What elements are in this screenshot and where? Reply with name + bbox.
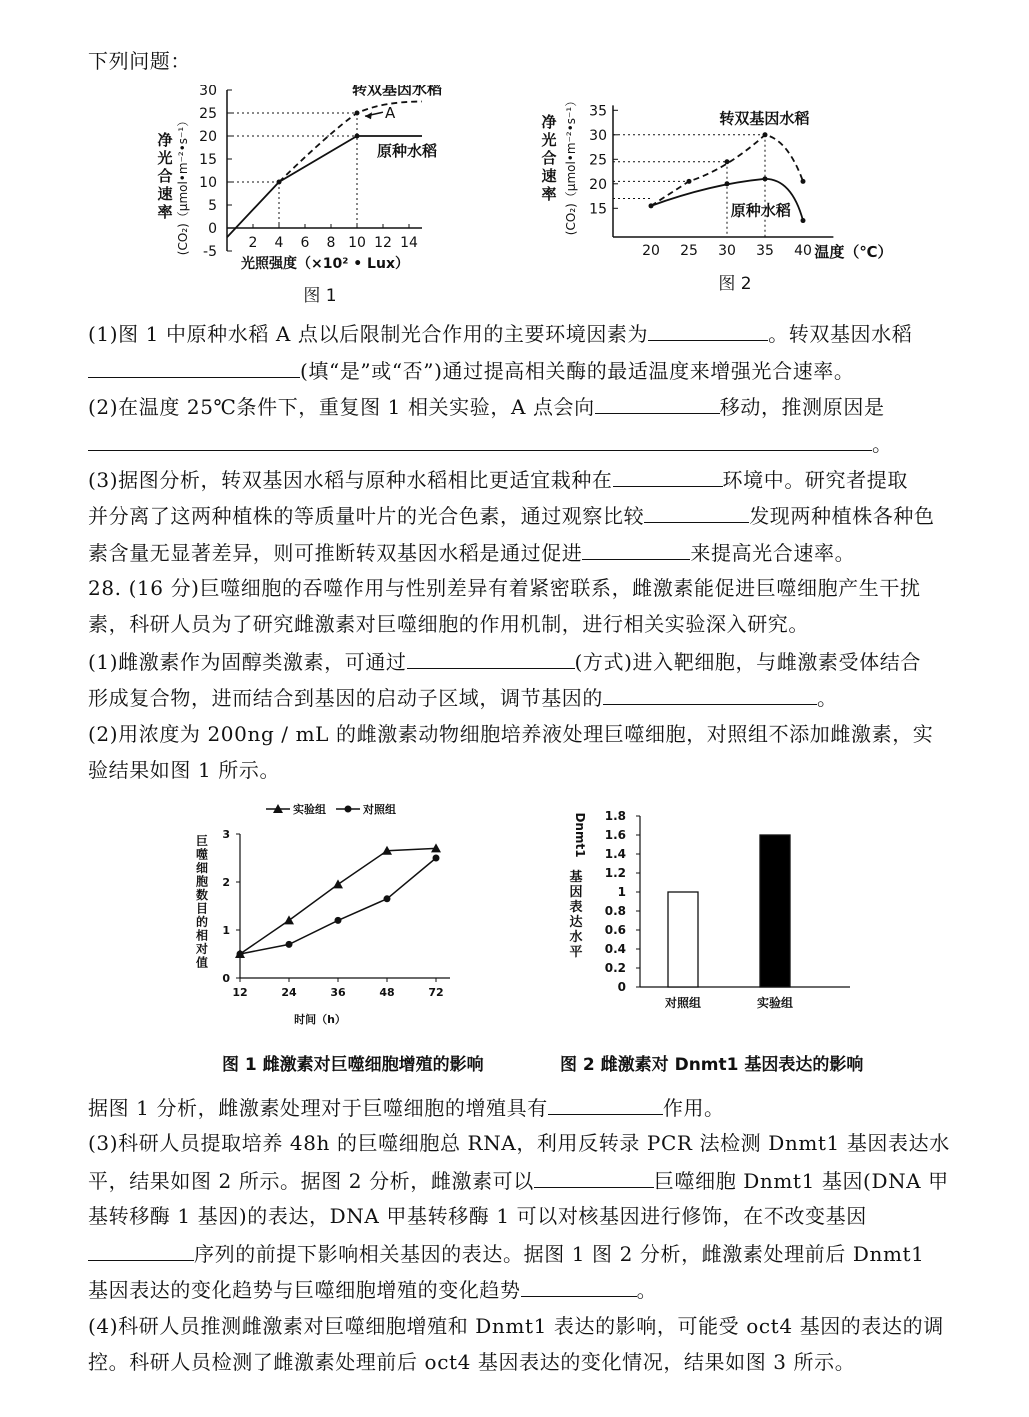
x-tick-label: 24 — [281, 986, 297, 999]
text-span: (2)在温度 25℃条件下，重复图 1 相关实验，A 点会向 — [88, 395, 595, 419]
y-axis-label: 数 — [195, 888, 209, 902]
answer-blank[interactable] — [644, 502, 749, 523]
y-axis-label: 率 — [157, 203, 173, 221]
text-span: 序列的前提下影响相关基因的表达。据图 1 图 2 分析，雌激素处理前后 Dnmt1 — [194, 1242, 925, 1266]
q28-3-line-2 — [88, 1167, 949, 1194]
y-tick-label: 20 — [199, 129, 217, 145]
y-axis-label: 达 — [569, 915, 583, 930]
x-tick-label: 10 — [348, 235, 366, 251]
text-span: (1)图 1 中原种水稻 A 点以后限制光合作用的主要环境因素为 — [88, 322, 649, 346]
series-original-label: 原种水稻 — [377, 142, 438, 160]
control-marker — [286, 941, 293, 948]
data-point — [763, 176, 768, 181]
bottom-figure-2-caption: 图 2 雌激素对 Dnmt1 基因表达的影响 — [560, 1055, 864, 1075]
intro-text: 下列问题： — [88, 49, 191, 73]
x-axis-label: 光照强度（×10² • Lux） — [241, 256, 409, 272]
text-span: (填“是”或“否”)通过提高相关酶的最适温度来增强光合速率。 — [300, 359, 855, 383]
text-span: 素含量无显著差异，则可推断转双基因水稻是通过促进 — [88, 541, 583, 565]
x-tick-label: 6 — [300, 235, 310, 251]
dnmt1-bar-chart — [560, 805, 860, 1025]
q28-4-line-2 — [88, 1349, 855, 1375]
legend-ctrl-marker — [345, 806, 352, 813]
y-axis-label: 合 — [541, 149, 557, 167]
x-tick-label: 40 — [794, 243, 812, 259]
data-point — [355, 111, 360, 116]
y-axis-label: 率 — [541, 185, 557, 203]
y-axis-label: 速 — [157, 185, 173, 203]
y-tick-label: 0 — [208, 221, 217, 237]
y-tick-label: 25 — [199, 106, 217, 122]
answer-blank[interactable] — [534, 1167, 654, 1188]
q3-line-1 — [88, 466, 908, 493]
q2-line-2 — [88, 430, 893, 457]
x-tick-label: 48 — [379, 986, 395, 999]
y-tick-label: 10 — [199, 175, 217, 191]
y-tick-label: 0.6 — [604, 923, 626, 937]
x-tick-label: 36 — [330, 986, 346, 999]
text-span: 基转移酶 1 基因)的表达，DNA 甲基转移酶 1 可以对核基因进行修饰，在不改变基因 — [88, 1204, 867, 1228]
x-axis-label: 温度（℃） — [814, 243, 893, 261]
y-axis-label: 巨 — [195, 834, 209, 848]
y-axis-unit: (CO₂)（μmol•m⁻²•s⁻¹） — [564, 95, 578, 236]
answer-blank[interactable] — [582, 539, 690, 560]
data-point — [725, 159, 730, 164]
y-tick-label: -5 — [203, 244, 217, 260]
control-marker — [433, 855, 440, 862]
y-tick-label: 0 — [617, 980, 626, 994]
q2-line-1 — [88, 393, 885, 420]
y-tick-label: 1.4 — [604, 847, 626, 861]
y-axis-label-latin: Dnmt1 — [573, 812, 587, 858]
q28-line-1 — [88, 575, 921, 601]
x-tick-label: 14 — [400, 235, 418, 251]
answer-blank[interactable] — [407, 648, 575, 669]
data-point — [277, 180, 282, 185]
y-axis-label: 的 — [195, 915, 209, 929]
bar-control — [668, 892, 698, 987]
q28-2-line-1 — [88, 721, 933, 747]
y-axis-label: 光 — [157, 149, 173, 167]
q28-3-line-1 — [88, 1130, 950, 1156]
text-span: 素，科研人员为了研究雌激素对巨噬细胞的作用机制，进行相关实验深入研究。 — [88, 612, 809, 636]
top-figure-1 — [145, 85, 485, 310]
text-span: (方式)进入靶细胞，与雌激素受体结合 — [574, 650, 921, 674]
q28-2-line-3 — [88, 1094, 725, 1121]
text-span: 控。科研人员检测了雌激素处理前后 oct4 基因表达的变化情况，结果如图 3 所示。 — [88, 1350, 856, 1374]
q28-3-line-4 — [88, 1240, 924, 1267]
y-tick-label: 1 — [617, 885, 626, 899]
y-axis-label: 基 — [569, 870, 583, 885]
x-axis-label: 时间（h） — [294, 1013, 346, 1026]
x-tick-label: 25 — [680, 243, 698, 259]
y-tick-label: 30 — [589, 127, 607, 144]
series-original-label: 原种水稻 — [730, 201, 791, 220]
y-axis-unit: (CO₂)（μmol•m⁻²•s⁻¹） — [176, 114, 190, 256]
data-point — [725, 181, 730, 186]
q1-line-2 — [88, 357, 855, 384]
point-a-label: A — [385, 104, 396, 123]
y-axis-label: 净 — [157, 131, 173, 149]
q28-line-2 — [88, 611, 809, 637]
y-tick-label: 20 — [589, 176, 607, 193]
data-point — [763, 132, 768, 137]
top-figure-2 — [535, 95, 935, 305]
legend-exp-label: 实验组 — [293, 803, 326, 816]
q28-1-line-1 — [88, 648, 921, 675]
y-tick-label: 15 — [199, 152, 217, 168]
q28-2-line-2 — [88, 757, 280, 783]
answer-blank[interactable] — [603, 684, 817, 705]
answer-blank[interactable] — [88, 357, 300, 378]
y-axis-label: 光 — [541, 131, 557, 149]
y-tick-label: 1 — [222, 924, 230, 937]
text-span: 。 — [872, 432, 893, 456]
series-transgenic-line — [651, 135, 803, 206]
answer-blank[interactable] — [648, 320, 768, 341]
y-axis-label: 对 — [195, 942, 209, 956]
y-axis-label: 值 — [195, 955, 209, 970]
y-tick-label: 0.2 — [604, 961, 626, 975]
bottom-figure-2 — [560, 805, 860, 1025]
text-span: (3)科研人员提取培养 48h 的巨噬细胞总 RNA，利用反转录 PCR 法检测 Dnmt1 基因表达水 — [88, 1131, 950, 1155]
text-span: 巨噬细胞 Dnmt1 基因(DNA 甲 — [653, 1169, 949, 1193]
q28-1-line-2 — [88, 684, 838, 711]
text-span: 发现两种植株各种色 — [749, 504, 935, 528]
point-a-arrowhead — [365, 112, 372, 119]
text-span: 。 — [817, 686, 838, 710]
text-span: 来提高光合速率。 — [690, 541, 856, 565]
q1-line-1 — [88, 320, 912, 347]
text-span: 移动，推测原因是 — [719, 395, 885, 419]
text-span: 作用。 — [662, 1096, 725, 1120]
figure-caption: 图 2 — [718, 274, 752, 294]
q28-3-line-5 — [88, 1276, 657, 1303]
text-span: 。 — [636, 1278, 658, 1302]
data-point — [801, 218, 806, 223]
y-axis-label: 速 — [541, 167, 557, 185]
y-axis-label: 细 — [195, 861, 209, 875]
y-axis-label: 合 — [157, 167, 173, 185]
y-tick-label: 25 — [589, 152, 607, 169]
y-tick-label: 0.8 — [604, 904, 626, 918]
series-control-line — [240, 858, 436, 954]
text-span: 基因表达的变化趋势与巨噬细胞增殖的变化趋势 — [88, 1278, 521, 1302]
text-span: 据图 1 分析，雌激素处理对于巨噬细胞的增殖具有 — [88, 1096, 548, 1120]
text-span: 形成复合物，进而结合到基因的启动子区域，调节基因的 — [88, 686, 603, 710]
y-axis-label: 因 — [569, 885, 583, 900]
x-tick-label: 72 — [428, 986, 444, 999]
x-tick-label: 4 — [274, 235, 284, 251]
y-tick-label: 3 — [222, 828, 230, 841]
y-tick-label: 0.4 — [604, 942, 626, 956]
q28-4-line-1 — [88, 1313, 944, 1339]
figure-caption: 图 1 — [303, 286, 337, 306]
answer-blank[interactable] — [521, 1276, 637, 1297]
data-point — [801, 179, 806, 184]
series-transgenic-label: 转双基因水稻 — [719, 109, 810, 128]
x-tick-label: 30 — [718, 243, 736, 259]
text-span: 平，结果如图 2 所示。据图 2 分析，雌激素可以 — [88, 1169, 534, 1193]
q28-3-line-3 — [88, 1203, 867, 1229]
text-span: 。转双基因水稻 — [768, 322, 913, 346]
y-axis-label: 平 — [569, 945, 583, 960]
series-experimental-line — [240, 848, 436, 954]
control-marker — [384, 895, 391, 902]
text-span: 验结果如图 1 所示。 — [88, 758, 281, 782]
y-axis-label: 噬 — [195, 847, 209, 862]
y-tick-label: 35 — [589, 103, 607, 120]
experimental-marker — [284, 915, 294, 924]
data-point — [687, 179, 692, 184]
text-span: (1)雌激素作为固醇类激素，可通过 — [88, 650, 407, 674]
text-span: (3)据图分析，转双基因水稻与原种水稻相比更适宜栽种在 — [88, 468, 613, 492]
y-tick-label: 1.2 — [604, 866, 626, 880]
y-axis-label: 胞 — [195, 874, 209, 889]
data-point — [355, 134, 360, 139]
temperature-chart — [535, 95, 935, 305]
text-span: (4)科研人员推测雌激素对巨噬细胞增殖和 Dnmt1 表达的影响，可能受 oct4 基因的表达的调 — [88, 1314, 944, 1338]
text-span: 环境中。研究者提取 — [722, 468, 908, 492]
x-tick-label: 35 — [756, 243, 774, 259]
x-tick-label: 2 — [248, 235, 258, 251]
bar-experimental — [760, 835, 790, 987]
legend-ctrl-label: 对照组 — [363, 803, 396, 816]
x-tick-label: 12 — [374, 235, 392, 251]
y-axis-label: 水 — [569, 930, 583, 945]
y-axis-label: 目 — [195, 901, 209, 916]
y-tick-label: 0 — [222, 972, 230, 985]
y-tick-label: 1.6 — [604, 828, 626, 842]
answer-blank[interactable] — [613, 466, 723, 487]
y-axis-label: 净 — [541, 113, 557, 131]
answer-blank[interactable] — [595, 393, 720, 414]
q3-line-3 — [88, 539, 855, 566]
x-tick-label: 12 — [232, 986, 248, 999]
y-tick-label: 5 — [208, 198, 217, 214]
data-point — [649, 203, 654, 208]
y-tick-label: 15 — [589, 201, 607, 218]
answer-blank[interactable] — [88, 1240, 194, 1261]
y-tick-label: 30 — [199, 85, 217, 99]
bottom-figure-1-caption: 图 1 雌激素对巨噬细胞增殖的影响 — [222, 1055, 484, 1075]
experimental-marker — [333, 879, 343, 888]
y-tick-label: 2 — [222, 876, 230, 889]
x-tick-label: 对照组 — [664, 996, 702, 1010]
q3-line-2 — [88, 502, 935, 529]
control-marker — [237, 951, 244, 958]
y-tick-label: 1.8 — [604, 809, 626, 823]
text-span: (2)用浓度为 200ng / mL 的雌激素动物细胞培养液处理巨噬细胞，对照组不添加雌激素，实 — [88, 722, 934, 746]
y-axis-label: 表 — [569, 900, 583, 915]
x-tick-label: 20 — [642, 243, 660, 259]
text-span: 28. (16 分)巨噬细胞的吞噬作用与性别差异有着紧密联系，雌激素能促进巨噬细胞产生干扰 — [88, 576, 921, 600]
text-span: 并分离了这两种植株的等质量叶片的光合色素，通过观察比较 — [88, 504, 645, 528]
y-axis-label: 相 — [195, 928, 209, 943]
control-marker — [335, 917, 342, 924]
proliferation-chart — [190, 795, 480, 1035]
series-transgenic-label: 转双基因水稻 — [352, 85, 443, 98]
x-tick-label: 8 — [326, 235, 336, 251]
answer-blank[interactable] — [88, 430, 872, 451]
light-intensity-chart — [145, 85, 485, 310]
bottom-figure-1 — [190, 795, 480, 1035]
answer-blank[interactable] — [548, 1094, 663, 1115]
x-tick-label: 实验组 — [756, 996, 794, 1010]
